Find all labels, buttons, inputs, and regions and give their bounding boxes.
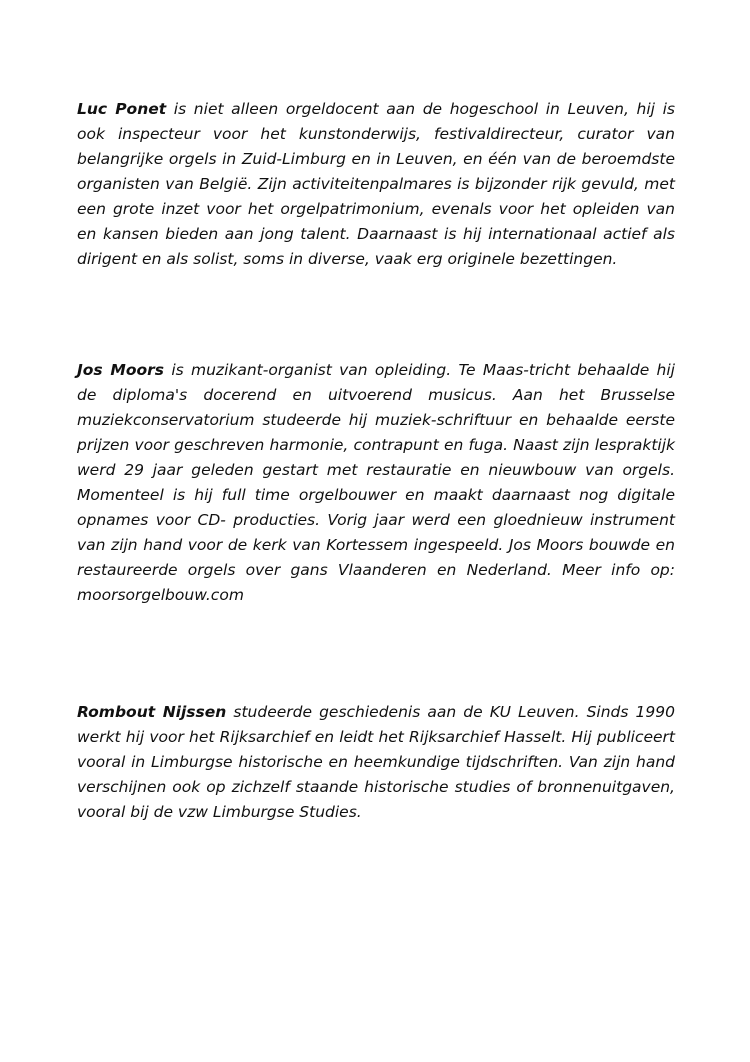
bio-text: is niet alleen orgeldocent aan de hogeschool in Leuven, hij is ook inspecteur voor het kunstonderwijs, festivaldirecteur, curator van belangrijke orgels in Zuid-Limburg en in Leuven, en één van de beroemdste organisten van België. Zijn activiteitenpalmares is bijzonder rijk gevuld, met een grote inzet voor het orgelpatrimonium, evenals voor het opleiden van en kansen bieden aan jong talent. Daarnaast is hij internationaal actief als dirigent en als solist, soms in diverse, vaak erg originele bezettingen. xyxy=(77,100,676,268)
bio-name: Jos Moors xyxy=(77,361,165,379)
bio-paragraph-luc-ponet xyxy=(77,97,675,272)
bio-paragraph-jos-moors xyxy=(77,358,675,608)
bio-name: Luc Ponet xyxy=(77,100,167,118)
bio-text: is muzikant-organist van opleiding. Te Maas-tricht behaalde hij de diploma's docerend en uitvoerend musicus. Aan het Brusselse muziekconservatorium studeerde hij muziek-schriftuur en behaalde eerste prijzen voor geschreven harmonie, contrapunt en fuga. Naast zijn lespraktijk werd 29 jaar geleden gestart met restauratie en nieuwbouw van orgels. Momenteel is hij full time orgelbouwer en maakt daarnaast nog digitale opnames voor CD- producties. Vorig jaar werd een gloednieuw instrument van zijn hand voor de kerk van Kortessem ingespeeld. Jos Moors bouwde en restaureerde orgels over gans Vlaanderen en Nederland. Meer info op: moorsorgelbouw.com xyxy=(77,361,675,604)
bio-name: Rombout Nijssen xyxy=(77,703,227,721)
bio-paragraph-rombout-nijssen xyxy=(77,700,675,825)
bio-text: studeerde geschiedenis aan de KU Leuven. Sinds 1990 werkt hij voor het Rijksarchief en leidt het Rijksarchief Hasselt. Hij publiceert vooral in Limburgse historische en heemkundige tijdschriften. Van zijn hand verschijnen ook op zichzelf staande historische studies of bronnenuitgaven, vooral bij de vzw Limburgse Studies. xyxy=(77,703,675,821)
